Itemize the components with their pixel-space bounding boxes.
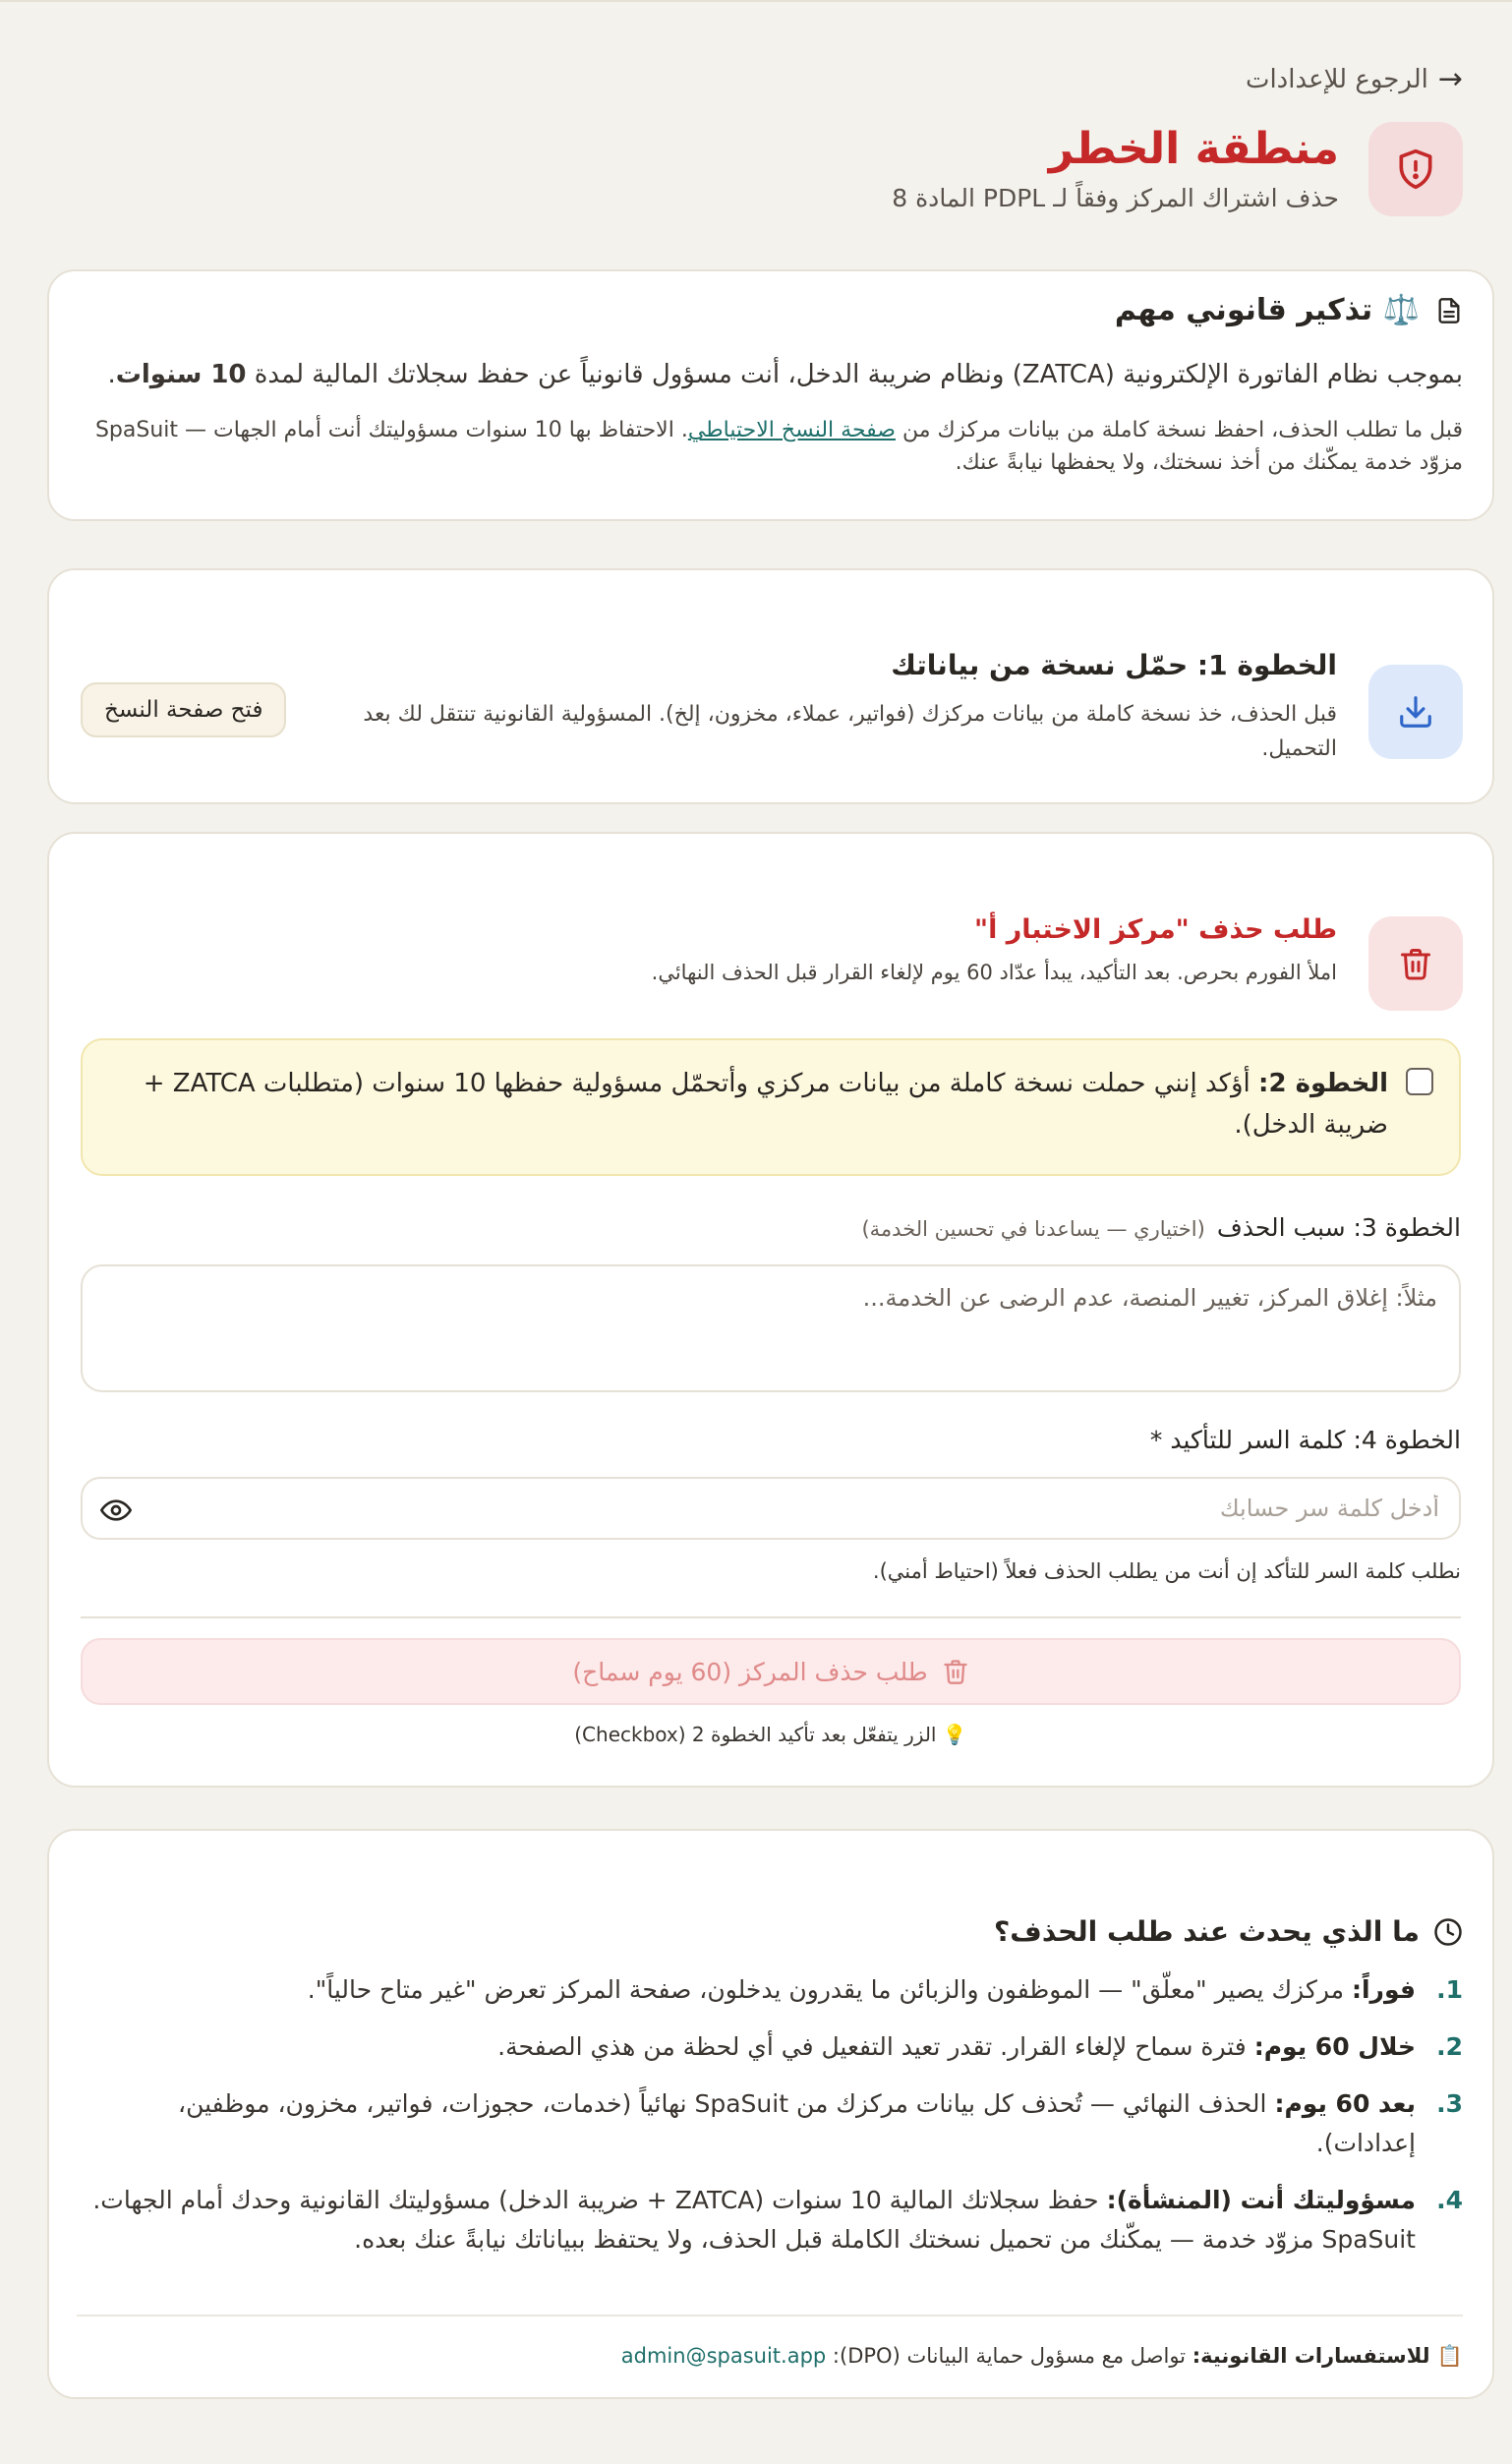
- request-delete-button[interactable]: [81, 1638, 1461, 1705]
- legal-reminder-card: [47, 269, 1494, 521]
- top-border: [0, 0, 1512, 2]
- legal-contact: 📋 للاستفسارات القانونية: تواصل مع مسؤول حماية البيانات (DPO): admin@spasuit.app: [620, 2344, 1463, 2368]
- legal-note: قبل ما تطلب الحذف، احفظ نسخة كاملة من بيانات مركزك من صفحة النسخ الاحتياطي. الاحتفاظ بها 10 سنوات مسؤوليتك أنت أمام الجهات — SpaSuit مزوّد خدمة يمكّنك من أخذ نسختك، ولا يحفظها نيابةً عنك.: [94, 418, 1463, 476]
- open-backup-page-button[interactable]: فتح صفحة النسخ: [81, 682, 286, 737]
- backup-page-link[interactable]: صفحة النسخ الاحتياطي: [687, 418, 896, 443]
- trash-icon: [1368, 916, 1463, 1011]
- list-item: 2. خلال 60 يوم: فترة سماح لإلغاء القرار. تقدر تعيد التفعيل في أي لحظة من هذي الصفحة.: [497, 2032, 1463, 2061]
- step2-text: الخطوة 2: أؤكد إنني حملت نسخة كاملة من بيانات مركزي وأتحمّل مسؤولية حفظها 10 سنوات (متطلبات ZATCA + ضريبة الدخل).: [143, 1069, 1388, 1140]
- download-icon: [1368, 665, 1463, 759]
- button-note: 💡 الزر يتفعّل بعد تأكيد الخطوة 2 (Checkbox): [574, 1723, 967, 1746]
- what-happens-card: [47, 1829, 1494, 2399]
- legal-main-text: بموجب نظام الفاتورة الإلكترونية (ZATCA) ونظام ضريبة الدخل، أنت مسؤول قانونياً عن حفظ سجلاتك المالية لمدة 10 سنوات.: [107, 360, 1463, 389]
- arrow-right-icon: →: [1437, 62, 1463, 96]
- step3-hint: (اختياري — يساعدنا في تحسين الخدمة): [861, 1217, 1205, 1241]
- step2-checkbox[interactable]: [1406, 1068, 1433, 1095]
- request-delete-label: طلب حذف المركز (60 يوم سماح): [572, 1657, 928, 1686]
- clock-icon: [1433, 1917, 1463, 1947]
- delete-reason-input[interactable]: [81, 1264, 1461, 1392]
- step2-confirm-box: [81, 1038, 1461, 1176]
- delete-request-card: [47, 832, 1494, 1788]
- step1-description: قبل الحذف، خذ نسخة كاملة من بيانات مركزك (فواتير، عملاء، مخزون، إلخ). المسؤولية القانونية تنتقل لك بعد التحميل.: [363, 702, 1337, 762]
- dpo-email-link[interactable]: admin@spasuit.app: [620, 2344, 827, 2368]
- back-to-settings-link[interactable]: [1245, 62, 1463, 96]
- step4-label: الخطوة 4: كلمة السر للتأكيد *: [1149, 1426, 1461, 1454]
- document-icon: [1435, 297, 1463, 324]
- delete-title: طلب حذف "مركز الاختبار أ": [974, 914, 1337, 945]
- trash-icon: [942, 1658, 969, 1685]
- legal-title: ⚖️ تذكير قانوني مهم: [1114, 293, 1420, 327]
- list-item: 4. مسؤوليتك أنت (المنشأة): حفظ سجلاتك المالية 10 سنوات (ZATCA + ضريبة الدخل) مسؤوليتك القانونية وحدك أمام الجهات. SpaSuit مزوّد خدمة — يمكّنك من تحميل نسختك الكاملة قبل الحذف، ولا يحتفظ ببياناتك نيابةً عنك بعده.: [92, 2186, 1463, 2254]
- divider: [81, 1616, 1461, 1618]
- password-input[interactable]: [83, 1479, 1459, 1538]
- back-label: الرجوع للإعدادات: [1245, 65, 1428, 94]
- legal-years: 10 سنوات: [115, 360, 247, 389]
- page-subtitle: حذف اشتراك المركز وفقاً لـ PDPL المادة 8: [892, 183, 1339, 212]
- step3-label: الخطوة 3: سبب الحذف(اختياري — يساعدنا في تحسين الخدمة): [861, 1213, 1461, 1242]
- list-item: 1. فوراً: مركزك يصير "معلّق" — الموظفون والزبائن ما يقدرون يدخلون، صفحة المركز تعرض "غير متاح حالياً".: [307, 1975, 1463, 2004]
- eye-icon[interactable]: [100, 1495, 132, 1530]
- what-list: [77, 1970, 1463, 2277]
- password-field-wrapper: [81, 1477, 1461, 1540]
- shield-alert-icon: [1368, 122, 1463, 216]
- delete-description: املأ الفورم بحرص. بعد التأكيد، يبدأ عدّاد 60 يوم لإلغاء القرار قبل الحذف النهائي.: [651, 961, 1337, 984]
- step1-title: الخطوة 1: حمّل نسخة من بياناتك: [891, 649, 1337, 681]
- step1-card: [47, 568, 1494, 804]
- page-header: [892, 122, 1463, 216]
- list-item: 3. بعد 60 يوم: الحذف النهائي — تُحذف كل بيانات مركزك من SpaSuit نهائياً (خدمات، حجوزات، فواتير، مخزون، موظفين، إعدادات).: [178, 2089, 1463, 2157]
- divider: [77, 2315, 1463, 2317]
- page-title: منطقة الخطر: [1048, 124, 1339, 175]
- what-title: ما الذي يحدث عند طلب الحذف؟: [994, 1915, 1420, 1948]
- password-help-text: نطلب كلمة السر للتأكد إن أنت من يطلب الحذف فعلاً (احتياط أمني).: [872, 1559, 1461, 1583]
